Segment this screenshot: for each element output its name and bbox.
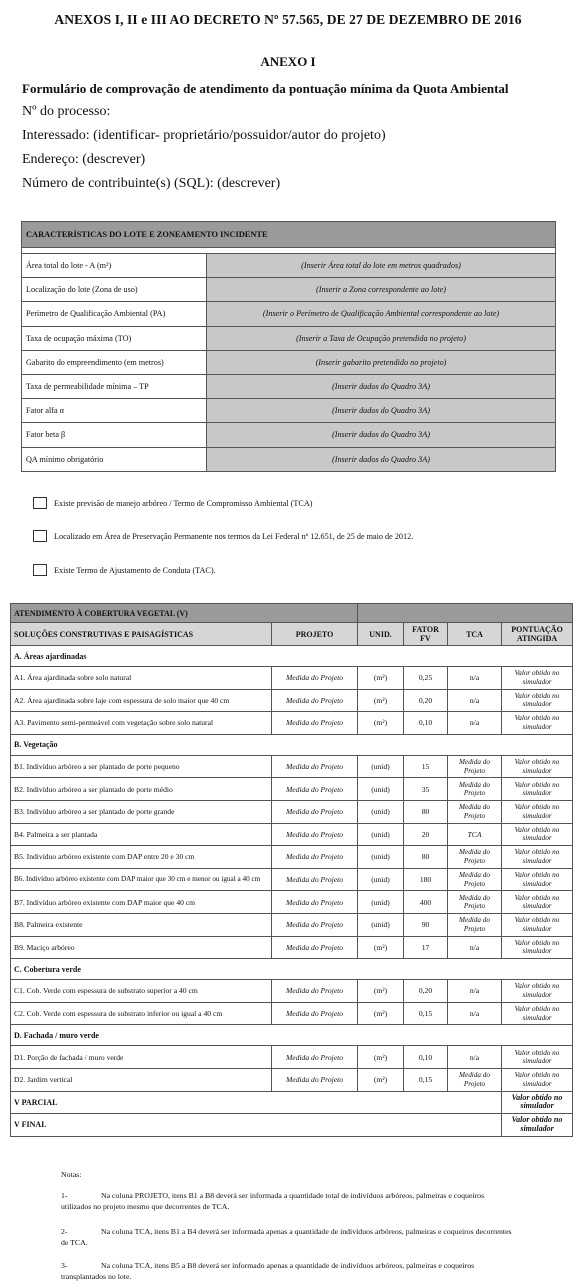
factor-value: 20: [404, 823, 448, 846]
lot-row-value[interactable]: (Inserir dados do Quadro 3A): [207, 423, 556, 447]
project-value[interactable]: Medida do Projeto: [272, 1046, 358, 1069]
note-text: Na coluna TCA, itens B1 a B4 deverá ser informada apenas a quantidade de indivíduos arbóreos, palmeiras e coqueiros decorrentes de TCA.: [61, 1227, 512, 1247]
lot-row-label: Fator alfa α: [22, 399, 207, 423]
veg-section-title: D. Fachada / muro verde: [11, 1025, 573, 1046]
tca-value[interactable]: Medida do Projeto: [448, 891, 502, 914]
col-tca-header: TCA: [448, 623, 502, 646]
unit-value: (m²): [358, 980, 404, 1003]
lot-row-label: Taxa de permeabilidade mínima – TP: [22, 374, 207, 398]
solution-label: B2. Indivíduo arbóreo a ser plantado de porte médio: [11, 778, 272, 801]
col-project-header: PROJETO: [272, 623, 358, 646]
score-value: Valor obtido no simulador: [502, 1068, 573, 1091]
app-checkbox[interactable]: [33, 530, 47, 542]
factor-value: 80: [404, 800, 448, 823]
solution-label: D1. Porção de fachada / muro verde: [11, 1046, 272, 1069]
note-text: Na coluna TCA, itens B5 a B8 deverá ser informado apenas a quantidade de indivíduos arbóreos, palmeiras e coqueiros transplantados no lote.: [61, 1261, 475, 1281]
lot-row-value[interactable]: (Inserir gabarito pretendido no projeto): [207, 350, 556, 374]
lot-row-label: Localização do lote (Zona de uso): [22, 278, 207, 302]
score-value: Valor obtido no simulador: [502, 1002, 573, 1025]
tca-value[interactable]: n/a: [448, 1046, 502, 1069]
col-unit-header: UNID.: [358, 623, 404, 646]
tca-value[interactable]: n/a: [448, 980, 502, 1003]
project-value[interactable]: Medida do Projeto: [272, 913, 358, 936]
unit-value: (unid): [358, 823, 404, 846]
tca-checkbox[interactable]: [33, 497, 47, 509]
col-solutions-header: SOLUÇÕES CONSTRUTIVAS E PAISAGÍSTICAS: [11, 623, 272, 646]
tac-checkbox-row[interactable]: [33, 564, 216, 576]
table-row: [11, 868, 573, 891]
app-checkbox-row[interactable]: [33, 530, 413, 542]
score-value: Valor obtido no simulador: [502, 778, 573, 801]
lot-row-value[interactable]: (Inserir dados do Quadro 3A): [207, 374, 556, 398]
factor-value: 0,20: [404, 689, 448, 712]
note-number: 1-: [61, 1191, 68, 1200]
factor-value: 0,20: [404, 980, 448, 1003]
project-value[interactable]: Medida do Projeto: [272, 689, 358, 712]
unit-value: (unid): [358, 846, 404, 869]
solution-label: B6. Indivíduo arbóreo existente com DAP maior que 30 cm e menor ou igual a 40 cm: [11, 868, 272, 891]
score-value: Valor obtido no simulador: [502, 1046, 573, 1069]
factor-value: 80: [404, 846, 448, 869]
table-row: [11, 980, 573, 1003]
col-score-header: PONTUAÇÃO ATINGIDA: [502, 623, 573, 646]
solution-label: B1. Indivíduo arbóreo a ser plantado de porte pequeno: [11, 755, 272, 778]
address-line: Endereço: (descrever): [22, 152, 146, 167]
table-row: [11, 1046, 573, 1069]
tca-value[interactable]: Medida do Projeto: [448, 913, 502, 936]
tca-value[interactable]: Medida do Projeto: [448, 778, 502, 801]
solution-label: B5. Indivíduo arbóreo existente com DAP entre 20 e 30 cm: [11, 846, 272, 869]
tca-value[interactable]: n/a: [448, 1002, 502, 1025]
process-number-line: Nº do processo:: [22, 104, 111, 119]
score-value: Valor obtido no simulador: [502, 891, 573, 914]
table-row: [11, 755, 573, 778]
factor-value: 400: [404, 891, 448, 914]
tca-value[interactable]: Medida do Projeto: [448, 846, 502, 869]
total-label: V PARCIAL: [11, 1091, 502, 1114]
unit-value: (m²): [358, 667, 404, 690]
unit-value: (m²): [358, 689, 404, 712]
tac-checkbox[interactable]: [33, 564, 47, 576]
taxpayer-line: Número de contribuinte(s) (SQL): (descrever): [22, 176, 281, 191]
factor-value: 0,15: [404, 1068, 448, 1091]
veg-section-row: [11, 646, 573, 667]
tca-checkbox-row[interactable]: [33, 497, 313, 509]
veg-section-row: [11, 959, 573, 980]
project-value[interactable]: Medida do Projeto: [272, 936, 358, 959]
note-number: 2-: [61, 1227, 68, 1236]
solution-label: A1. Área ajardinada sobre solo natural: [11, 667, 272, 690]
unit-value: (unid): [358, 913, 404, 936]
solution-label: D2. Jardim vertical: [11, 1068, 272, 1091]
unit-value: (m²): [358, 936, 404, 959]
vegetation-coverage-table: [10, 603, 573, 1137]
app-checkbox-label: Localizado em Área de Preservação Permanente nos termos da Lei Federal nº 12.651, de 25 de maio de 2012.: [54, 531, 414, 541]
unit-value: (m²): [358, 712, 404, 735]
factor-value: 15: [404, 755, 448, 778]
unit-value: (unid): [358, 868, 404, 891]
lot-row-value[interactable]: (Inserir a Zona correspondente ao lote): [207, 278, 556, 302]
solution-label: B7. Indivíduo arbóreo existente com DAP maior que 40 cm: [11, 891, 272, 914]
document-title: ANEXOS I, II e III AO DECRETO Nº 57.565, DE 27 DE DEZEMBRO DE 2016: [54, 12, 522, 27]
solution-label: B4. Palmeira a ser plantada: [11, 823, 272, 846]
veg-table-header-filler: [358, 604, 573, 623]
lot-table-header: CARACTERÍSTICAS DO LOTE E ZONEAMENTO INCIDENTE: [22, 222, 556, 248]
project-value[interactable]: Medida do Projeto: [272, 980, 358, 1003]
note-text: Na coluna PROJETO, itens B1 a B8 deverá ser informada a quantidade total de indivíduos arbóreos, palmeiras e coqueiros utilizados no projeto mesmo que decorrentes de TCA.: [61, 1191, 485, 1211]
table-row: [11, 1068, 573, 1091]
tca-value[interactable]: TCA: [448, 823, 502, 846]
unit-value: (m²): [358, 1002, 404, 1025]
tca-value[interactable]: n/a: [448, 712, 502, 735]
tca-value[interactable]: Medida do Projeto: [448, 868, 502, 891]
veg-section-title: B. Vegetação: [11, 734, 573, 755]
score-value: Valor obtido no simulador: [502, 913, 573, 936]
unit-value: (m²): [358, 1046, 404, 1069]
lot-row-label: Taxa de ocupação máxima (TO): [22, 326, 207, 350]
solution-label: B3. Indivíduo arbóreo a ser plantado de porte grande: [11, 800, 272, 823]
table-row: [11, 1002, 573, 1025]
factor-value: 180: [404, 868, 448, 891]
solution-label: B9. Maciço arbóreo: [11, 936, 272, 959]
lot-row-value[interactable]: (Inserir Área total do lote em metros quadrados): [207, 254, 556, 278]
project-value[interactable]: Medida do Projeto: [272, 868, 358, 891]
solution-label: B8. Palmeira existente: [11, 913, 272, 936]
veg-section-title: C. Cobertura verde: [11, 959, 573, 980]
note-number: 3-: [61, 1261, 68, 1270]
col-factor-header: FATOR FV: [404, 623, 448, 646]
factor-value: 0,10: [404, 1046, 448, 1069]
table-row: [11, 667, 573, 690]
score-value: Valor obtido no simulador: [502, 712, 573, 735]
solution-label: A2. Área ajardinada sobre laje com espessura de solo maior que 40 cm: [11, 689, 272, 712]
notes-title: Notas:: [61, 1170, 82, 1179]
total-score: Valor obtido no simulador: [502, 1114, 573, 1137]
lot-row-value[interactable]: (Inserir dados do Quadro 3A): [207, 447, 556, 471]
score-value: Valor obtido no simulador: [502, 689, 573, 712]
factor-value: 0,25: [404, 667, 448, 690]
note-item: [61, 1260, 516, 1282]
unit-value: (unid): [358, 891, 404, 914]
project-value[interactable]: Medida do Projeto: [272, 891, 358, 914]
solution-label: C1. Cob. Verde com espessura de substrato superior a 40 cm: [11, 980, 272, 1003]
lot-row-label: QA mínimo obrigatório: [22, 447, 207, 471]
unit-value: (unid): [358, 800, 404, 823]
project-value[interactable]: Medida do Projeto: [272, 823, 358, 846]
tca-value[interactable]: Medida do Projeto: [448, 800, 502, 823]
annex-title: ANEXO I: [260, 54, 316, 69]
score-value: Valor obtido no simulador: [502, 868, 573, 891]
lot-row-label: Gabarito do empreendimento (em metros): [22, 350, 207, 374]
unit-value: (unid): [358, 778, 404, 801]
unit-value: (m²): [358, 1068, 404, 1091]
veg-section-title: A. Áreas ajardinadas: [11, 646, 573, 667]
score-value: Valor obtido no simulador: [502, 823, 573, 846]
project-value[interactable]: Medida do Projeto: [272, 712, 358, 735]
applicant-line: Interessado: (identificar- proprietário/possuidor/autor do projeto): [22, 128, 386, 143]
project-value[interactable]: Medida do Projeto: [272, 755, 358, 778]
veg-section-row: [11, 734, 573, 755]
total-label: V FINAL: [11, 1114, 502, 1137]
tac-checkbox-label: Existe Termo de Ajustamento de Conduta (TAC).: [54, 565, 216, 575]
score-value: Valor obtido no simulador: [502, 755, 573, 778]
score-value: Valor obtido no simulador: [502, 800, 573, 823]
veg-section-row: [11, 1025, 573, 1046]
table-row: [11, 823, 573, 846]
score-value: Valor obtido no simulador: [502, 936, 573, 959]
table-row: [11, 936, 573, 959]
factor-value: 90: [404, 913, 448, 936]
solution-label: C2. Cob. Verde com espessura de substrato inferior ou igual a 40 cm: [11, 1002, 272, 1025]
factor-value: 0,10: [404, 712, 448, 735]
table-row: [11, 689, 573, 712]
tca-value[interactable]: n/a: [448, 936, 502, 959]
solution-label: A3. Pavimento semi-permeável com vegetação sobre solo natural: [11, 712, 272, 735]
table-row: [11, 800, 573, 823]
project-value[interactable]: Medida do Projeto: [272, 667, 358, 690]
project-value[interactable]: Medida do Projeto: [272, 778, 358, 801]
project-value[interactable]: Medida do Projeto: [272, 800, 358, 823]
unit-value: (unid): [358, 755, 404, 778]
table-row: [11, 846, 573, 869]
score-value: Valor obtido no simulador: [502, 980, 573, 1003]
lot-characteristics-table: [21, 221, 556, 472]
project-value[interactable]: Medida do Projeto: [272, 1002, 358, 1025]
table-row: [11, 712, 573, 735]
factor-value: 0,15: [404, 1002, 448, 1025]
total-score: Valor obtido no simulador: [502, 1091, 573, 1114]
lot-row-value[interactable]: (Inserir dados do Quadro 3A): [207, 399, 556, 423]
tca-value[interactable]: Medida do Projeto: [448, 1068, 502, 1091]
table-row: [11, 891, 573, 914]
table-row: [11, 913, 573, 936]
note-item: [61, 1190, 516, 1212]
veg-table-header: ATENDIMENTO À COBERTURA VEGETAL (V): [11, 604, 358, 623]
veg-total-row: [11, 1091, 573, 1114]
veg-table-header-row: [11, 604, 573, 623]
lot-row-label: Perímetro de Qualificação Ambiental (PA): [22, 302, 207, 326]
factor-value: 17: [404, 936, 448, 959]
tca-value[interactable]: Medida do Projeto: [448, 755, 502, 778]
veg-column-header-row: [11, 623, 573, 646]
tca-checkbox-label: Existe previsão de manejo arbóreo / Termo de Compromisso Ambiental (TCA): [54, 498, 313, 508]
lot-row-label: Área total do lote - A (m²): [22, 254, 207, 278]
lot-row-value[interactable]: (Inserir a Taxa de Ocupação pretendida no projeto): [207, 326, 556, 350]
tca-value[interactable]: n/a: [448, 667, 502, 690]
note-item: [61, 1226, 516, 1248]
factor-value: 35: [404, 778, 448, 801]
score-value: Valor obtido no simulador: [502, 667, 573, 690]
table-row: [11, 778, 573, 801]
lot-row-label: Fator beta β: [22, 423, 207, 447]
project-value[interactable]: Medida do Projeto: [272, 1068, 358, 1091]
form-title: Formulário de comprovação de atendimento da pontuação mínima da Quota Ambiental: [22, 81, 509, 96]
lot-row-value[interactable]: (Inserir o Perímetro de Qualificação Ambiental correspondente ao lote): [207, 302, 556, 326]
veg-total-row: [11, 1114, 573, 1137]
tca-value[interactable]: n/a: [448, 689, 502, 712]
project-value[interactable]: Medida do Projeto: [272, 846, 358, 869]
score-value: Valor obtido no simulador: [502, 846, 573, 869]
